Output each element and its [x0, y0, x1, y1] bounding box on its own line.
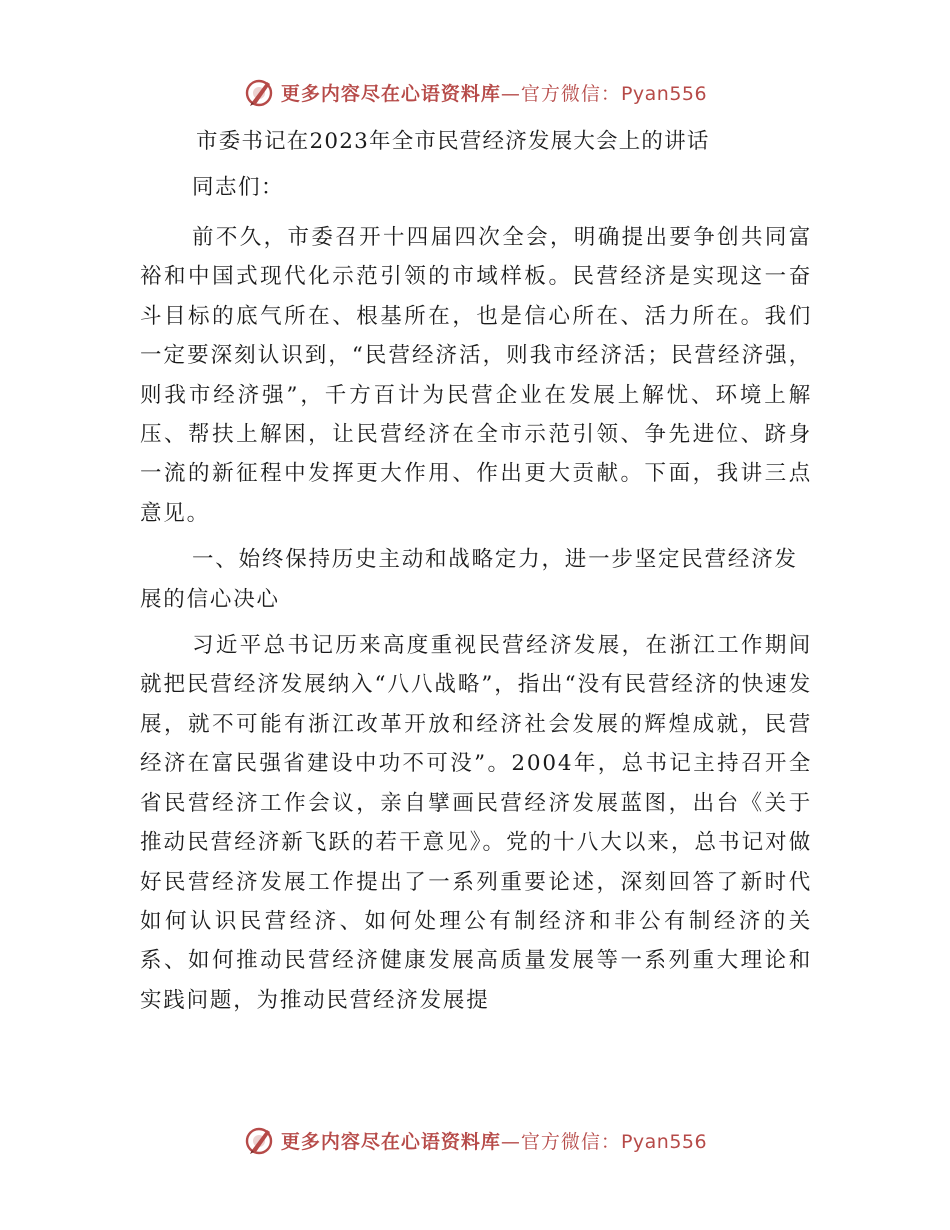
brush-logo-icon [243, 76, 275, 108]
watermark-wechat-id: Pyan556 [620, 82, 708, 105]
watermark-dash: — [500, 1130, 521, 1153]
document-title: 市委书记在2023年全市民营经济发展大会上的讲话 [196, 129, 710, 154]
section-heading: 一、始终保持历史主动和战略定力，进一步坚定民营经济发展的信心决心 [140, 547, 798, 612]
watermark-wechat-label: 官方微信： [520, 1130, 621, 1153]
brush-logo-icon [243, 1124, 275, 1156]
watermark-site-name: 更多内容尽在心语资料库 [280, 82, 501, 105]
watermark-dash: — [500, 82, 521, 105]
watermark-text [281, 1127, 707, 1154]
watermark-wechat-id: Pyan556 [620, 1130, 708, 1153]
paragraph: 习近平总书记历来高度重视民营经济发展，在浙江工作期间就把民营经济发展纳入“八八战略”，指出“没有民营经济的快速发展，就不可能有浙江改革开放和经济社会发展的辉煌成就，民营经济在富民强省建设中功不可没”。2004年，总书记主持召开全省民营经济工作会议，亲自擘画民营经济发展蓝图，出台《关于推动民营经济新飞跃的若干意见》。党的十八大以来，总书记对做好民营经济发展工作提出了一系列重要论述，深刻回答了新时代如何认识民营经济、如何处理公有制经济和非公有制经济的关系、如何推动民营经济健康发展高质量发展等一系列重大理论和实践问题，为推动民营经济发展提 [140, 633, 812, 1013]
watermark-site-name: 更多内容尽在心语资料库 [280, 1130, 501, 1153]
salutation: 同志们： [192, 175, 285, 200]
watermark-banner-bottom [0, 1120, 950, 1160]
watermark-text [281, 79, 707, 106]
document-body [140, 122, 812, 1027]
paragraph: 前不久，市委召开十四届四次全会，明确提出要争创共同富裕和中国式现代化示范引领的市域样板。民营经济是实现这一奋斗目标的底气所在、根基所在，也是信心所在、活力所在。我们一定要深刻认识到，“民营经济活，则我市经济活；民营经济强，则我市经济强”，千方百计为民营企业在发展上解忧、环境上解压、帮扶上解困，让民营经济在全市示范引领、争先进位、跻身一流的新征程中发挥更大作用、作出更大贡献。下面，我讲三点意见。 [140, 225, 812, 526]
watermark-banner-top [0, 72, 950, 112]
watermark-wechat-label: 官方微信： [520, 82, 621, 105]
